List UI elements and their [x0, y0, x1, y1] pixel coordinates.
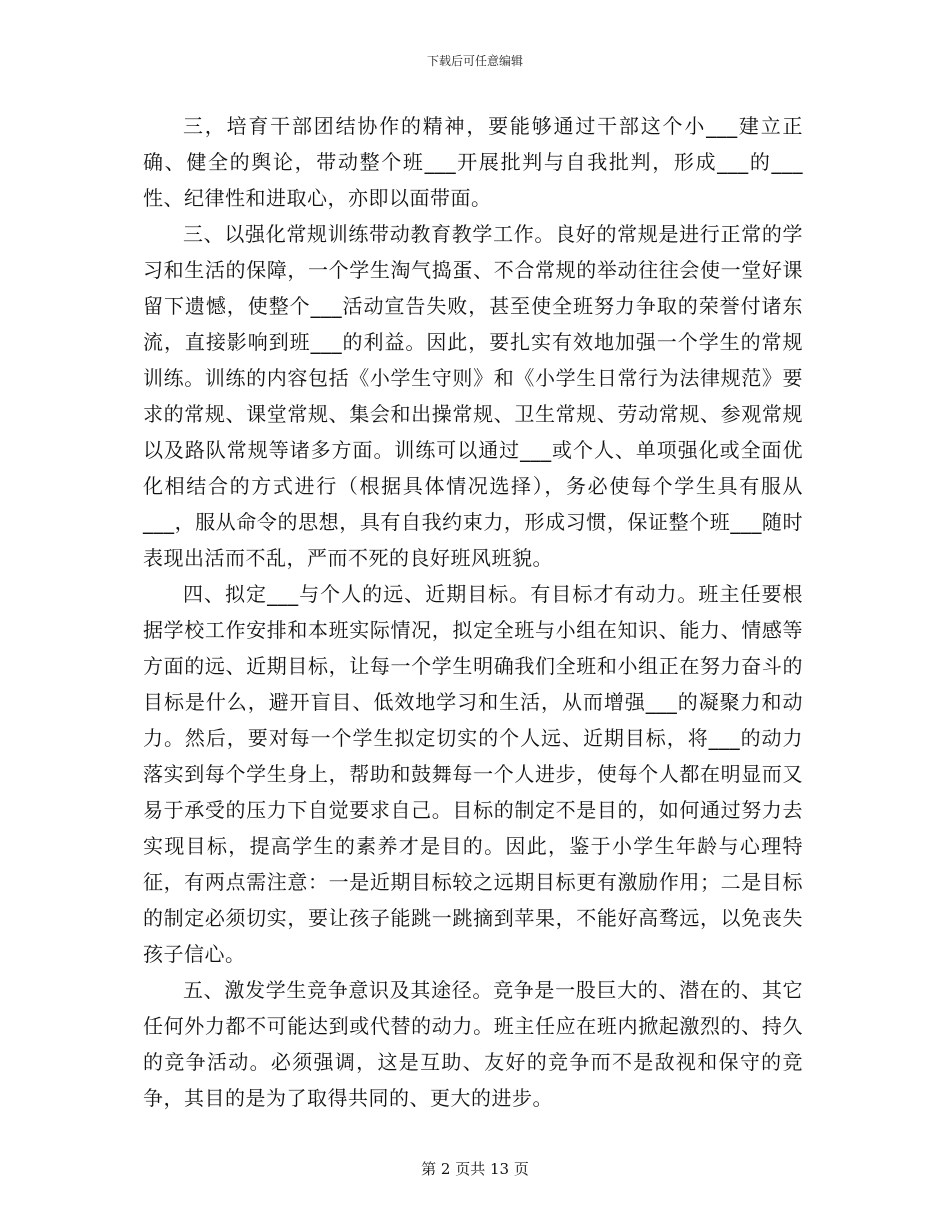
page-header: 下载后可任意编辑: [426, 54, 523, 68]
paragraph-4: 五、激发学生竞争意识及其途径。竞争是一股巨大的、潜在的、其它任何外力都不可能达到或代替的动力。班主任应在班内掀起激烈的、持久的竞争活动。必须强调，这是互助、友好的竞争而不是敌视和保守的竞争，其目的是为了取得共同的、更大的进步。: [143, 978, 803, 1110]
paragraph-2: 三、以强化常规训练带动教育教学工作。良好的常规是进行正常的学习和生活的保障，一个学生淘气捣蛋、不合常规的举动往往会使一堂好课留下遗憾，使整个___活动宣告失败，甚至使全班努力争取的荣誉付诸东流，直接影响到班___的利益。因此，要扎实有效地加强一个学生的常规训练。训练的内容包括《小学生守则》和《小学生日常行为法律规范》要求的常规、课堂常规、集会和出操常规、卫生常规、劳动常规、参观常规以及路队常规等诸多方面。训练可以通过___或个人、单项强化或全面优化相结合的方式进行（根据具体情况选择），务必使每个学生具有服从___，服从命令的思想，具有自我约束力，形成习惯，保证整个班___随时表现出活而不乱，严而不死的良好班风班貌。: [143, 222, 803, 570]
paragraph-1: 三，培育干部团结协作的精神，要能够通过干部这个小___建立正确、健全的舆论，带动整个班___开展批判与自我批判，形成___的___性、纪律性和进取心，亦即以面带面。: [143, 114, 803, 210]
document-body: [143, 108, 803, 1116]
paragraph-3: 四、拟定___与个人的远、近期目标。有目标才有动力。班主任要根据学校工作安排和本班实际情况，拟定全班与小组在知识、能力、情感等方面的远、近期目标，让每一个学生明确我们全班和小组正在努力奋斗的目标是什么，避开盲目、低效地学习和生活，从而增强___的凝聚力和动力。然后，要对每一个学生拟定切实的个人远、近期目标，将___的动力落实到每个学生身上，帮助和鼓舞每一个人进步，使每个人都在明显而又易于承受的压力下自觉要求自己。目标的制定不是目的，如何通过努力去实现目标，提高学生的素养才是目的。因此，鉴于小学生年龄与心理特征，有两点需注意：一是近期目标较之远期目标更有激励作用；二是目标的制定必须切实，要让孩子能跳一跳摘到苹果，不能好高骛远，以免丧失孩子信心。: [143, 582, 803, 966]
page-number: 第 2 页共 13 页: [421, 1160, 529, 1178]
